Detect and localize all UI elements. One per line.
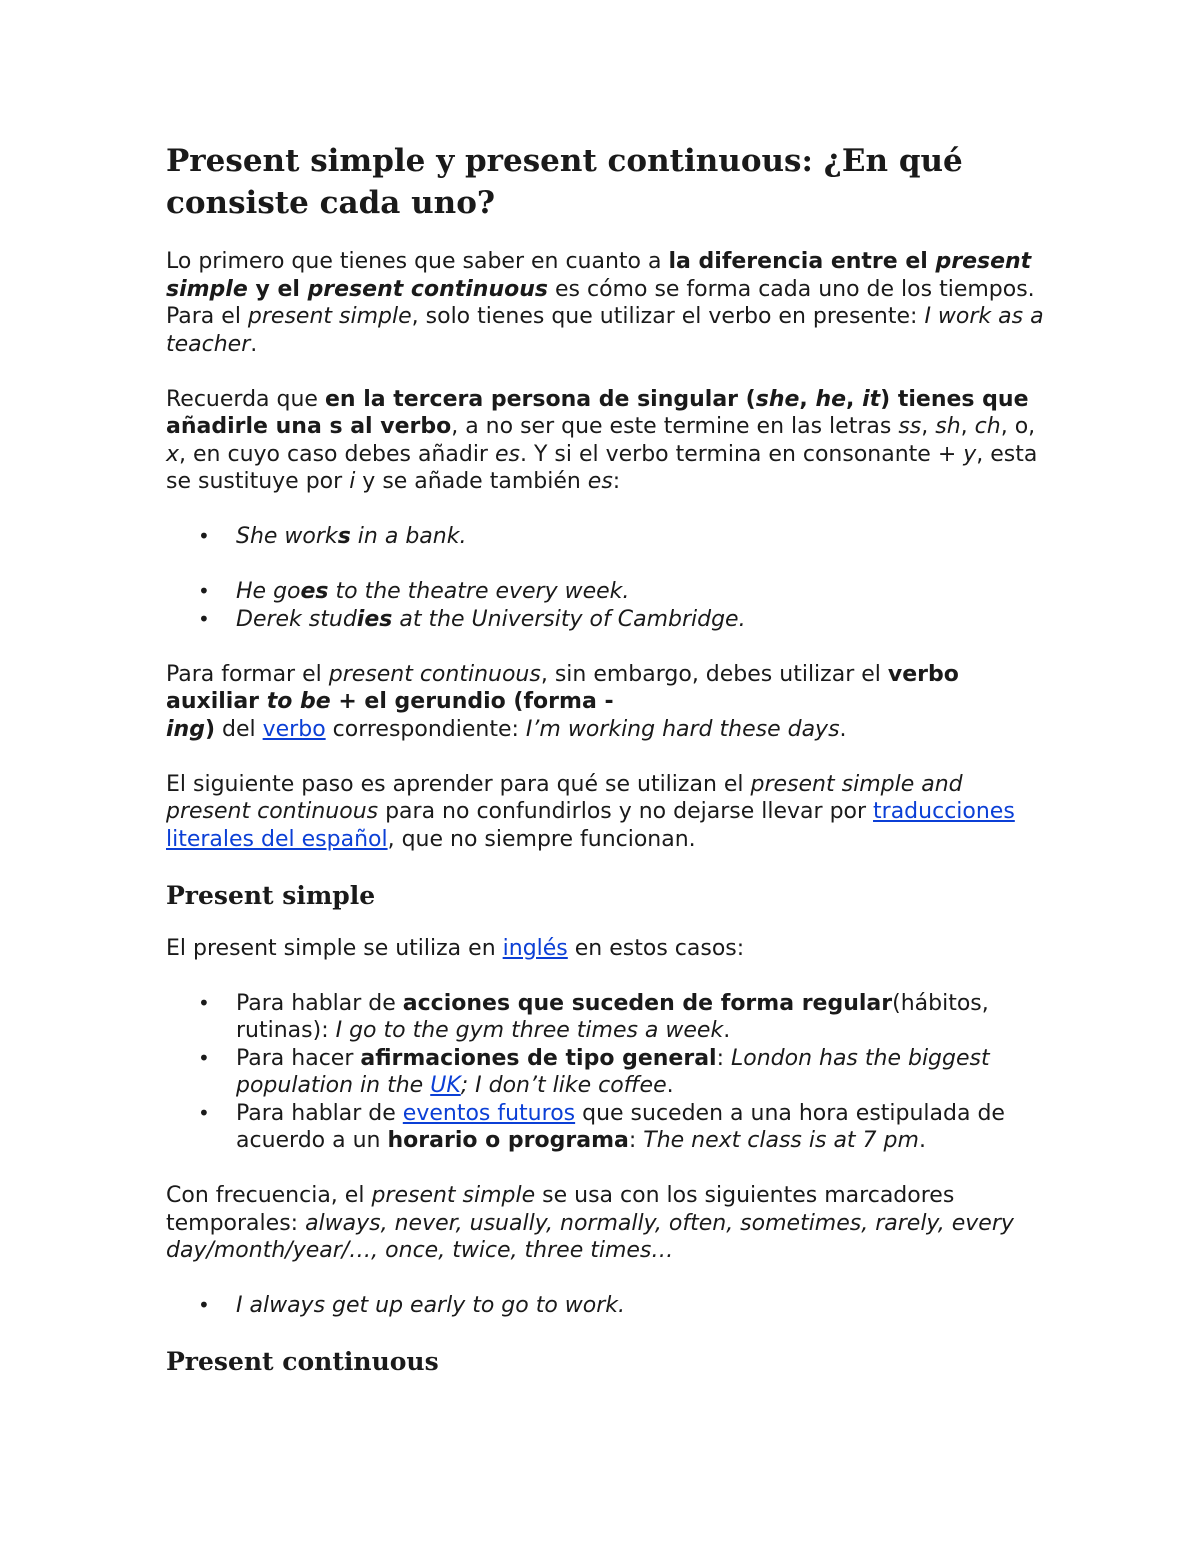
list-item: • I always get up early to go to work.: [236, 1292, 1046, 1320]
intro-paragraph: Lo primero que tienes que saber en cuanto a la diferencia entre el present simple y el present continuous es cómo se forma cada uno de los tiempos. Para el present simple, solo tienes que utilizar el verbo en presente: I work as a teacher.: [166, 249, 1044, 357]
third-person-examples: [166, 523, 1046, 633]
heading-present-simple: Present simple: [166, 880, 376, 910]
list-item: • He goes to the theatre every week.: [236, 578, 1046, 606]
continuous-form-paragraph: Para formar el present continuous, sin embargo, debes utilizar el verbo auxiliar to be + el gerundio (forma - ing) del verbo correspondiente: I’m working hard these days.: [166, 661, 959, 742]
markers-paragraph: Con frecuencia, el present simple se usa con los siguientes marcadores temporales: always, never, usually, normally, often, sometimes, rarely, every day/month/year/…, once, twice, three times…: [166, 1183, 1014, 1263]
present-simple-uses: [166, 990, 1046, 1155]
traducciones-literales-link[interactable]: traducciones literales del español: [166, 799, 1015, 852]
ingles-link[interactable]: inglés: [502, 935, 568, 961]
verbo-link[interactable]: verbo: [262, 716, 326, 742]
list-item: • Derek studies at the University of Cambridge.: [236, 606, 1046, 634]
markers-examples: [166, 1292, 1046, 1320]
page-title: Present simple y present continuous: ¿En qué consiste cada uno?: [166, 143, 963, 221]
eventos-futuros-link[interactable]: eventos futuros: [402, 1100, 576, 1126]
document-body: [166, 140, 1046, 1401]
list-item: • She works in a bank.: [236, 523, 1046, 551]
uses-intro-paragraph: El present simple se utiliza en inglés en estos casos:: [166, 935, 745, 961]
next-step-paragraph: El siguiente paso es aprender para qué se utilizan el present simple and present continuous para no confundirlos y no dejarse llevar por traducciones literales del español, que no siempre funcionan.: [166, 771, 1015, 852]
third-person-paragraph: Recuerda que en la tercera persona de singular (she, he, it) tienes que añadirle una s al verbo, a no ser que este termine en las letras ss, sh, ch, o, x, en cuyo caso debes añadir es. Y si el verbo termina en consonante + y, esta se sustituye por i y se añade también es:: [166, 386, 1038, 494]
list-item: • Para hablar de eventos futuros que suceden a una hora estipulada de acuerdo a un horario o programa: The next class is at 7 pm.: [236, 1100, 1046, 1155]
heading-present-continuous: Present continuous: [166, 1347, 439, 1376]
uk-link[interactable]: UK: [430, 1073, 461, 1098]
list-item: • Para hacer afirmaciones de tipo general: London has the biggest population in the UK; I don’t like coffee.: [236, 1045, 1046, 1100]
list-item: • Para hablar de acciones que suceden de forma regular(hábitos, rutinas): I go to the gym three times a week.: [236, 990, 1046, 1045]
